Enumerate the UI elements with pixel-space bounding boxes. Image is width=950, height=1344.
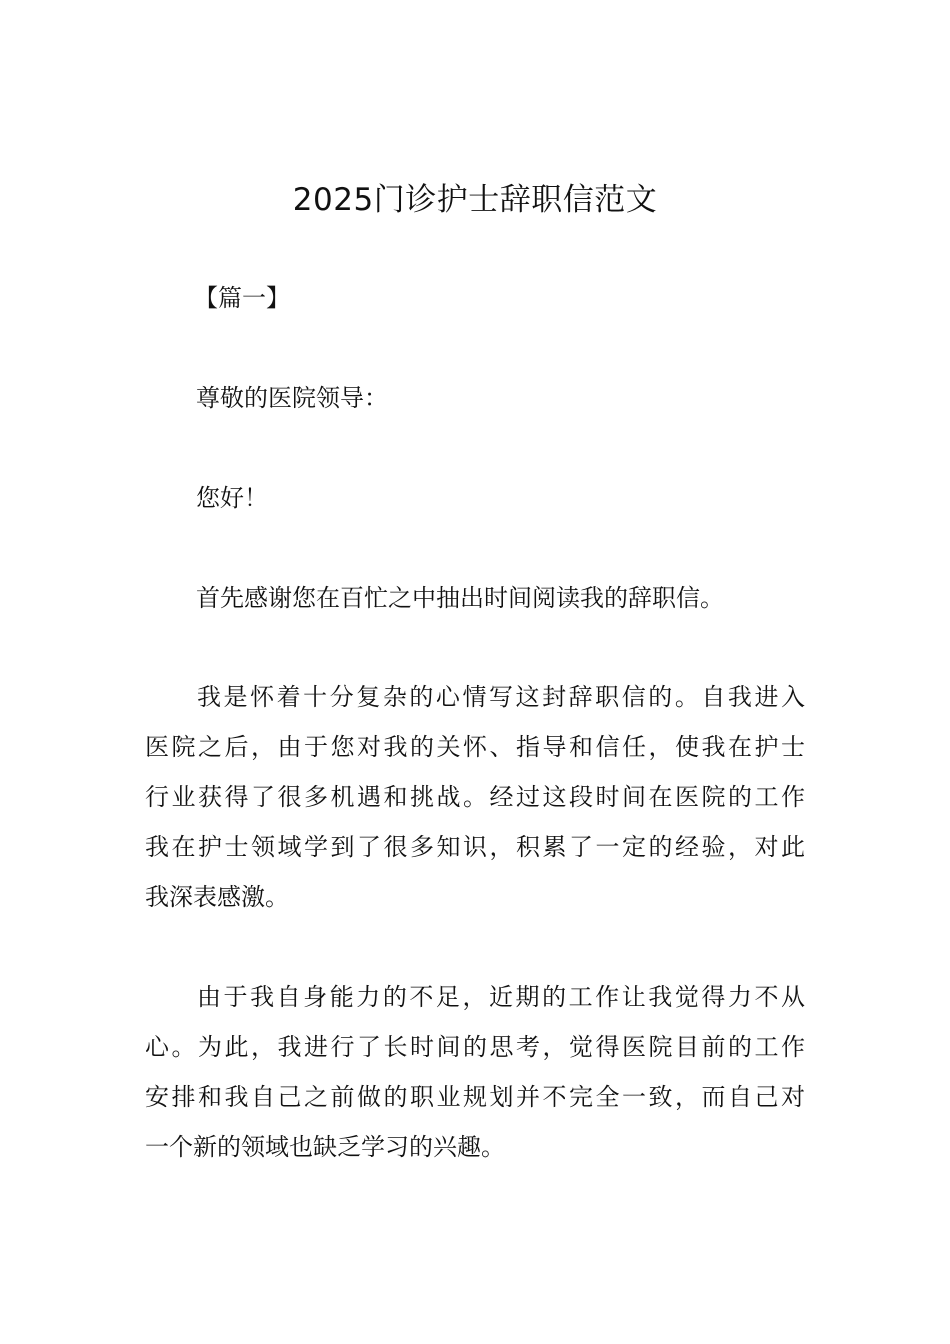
paragraph-2 [145, 672, 805, 922]
salutation: 尊敬的医院领导： [196, 384, 388, 412]
paragraph-3-line-4: 一个新的领域也缺乏学习的兴趣。 [145, 1133, 505, 1161]
paragraph-2-line-4: 我在护士领域学到了很多知识，积累了一定的经验，对此 [145, 833, 805, 861]
paragraph-2-line-1: 我是怀着十分复杂的心情写这封辞职信的。自我进入 [197, 683, 805, 711]
greeting: 您好！ [196, 484, 268, 512]
paragraph-1: 首先感谢您在百忙之中抽出时间阅读我的辞职信。 [196, 584, 724, 612]
paragraph-2-line-3: 行业获得了很多机遇和挑战。经过这段时间在医院的工作 [145, 783, 805, 811]
paragraph-2-line-5: 我深表感激。 [145, 883, 289, 911]
paragraph-3-line-1: 由于我自身能力的不足，近期的工作让我觉得力不从 [197, 983, 805, 1011]
paragraph-2-line-2: 医院之后，由于您对我的关怀、指导和信任，使我在护士 [145, 733, 805, 761]
paragraph-3-line-3: 安排和我自己之前做的职业规划并不完全一致，而自己对 [145, 1083, 805, 1111]
paragraph-3-line-2: 心。为此，我进行了长时间的思考，觉得医院目前的工作 [145, 1033, 805, 1061]
document-title: 2025门诊护士辞职信范文 [292, 182, 658, 218]
section-tag: 【篇一】 [194, 284, 290, 312]
paragraph-3 [145, 972, 805, 1172]
